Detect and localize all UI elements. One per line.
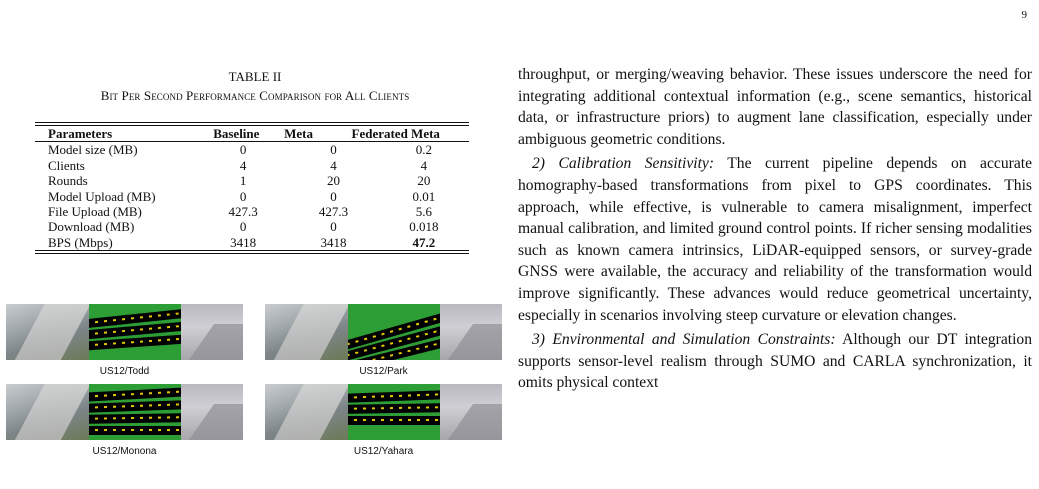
table-cell: Download (MB): [48, 219, 135, 235]
panel-yahara: [265, 384, 502, 440]
simulation-image: [181, 384, 243, 440]
panel-label: US12/Monona: [92, 446, 157, 457]
table-cell: Rounds: [48, 173, 88, 189]
table-row: [35, 142, 469, 157]
table-cell: Model Upload (MB): [48, 188, 156, 204]
table-header-row: [35, 126, 469, 141]
table-cell: 0.2: [415, 142, 432, 158]
panel-park: [265, 304, 502, 360]
table-cell: 20: [417, 173, 431, 189]
table-cell: 427.3: [318, 204, 349, 220]
table-row: [35, 173, 469, 188]
lane-mask-image: [89, 384, 181, 440]
table-cell: 4: [330, 157, 337, 173]
lane-mask-image: [348, 304, 440, 360]
paragraph: throughput, or merging/weaving behavior. These issues underscore the need for integrating additional contextual information (e.g., scene semantics, historical data, or infrastructure priors) to augment lane classification, especially under ambiguous geometric conditions.: [518, 66, 1032, 148]
table-cell: 0: [330, 219, 337, 235]
lane-mask-image: [89, 304, 181, 360]
paragraph: [518, 153, 1032, 326]
right-column: [518, 64, 1032, 397]
table-row: [35, 158, 469, 173]
lane-figure: [6, 304, 506, 474]
camera-image: [6, 384, 89, 440]
panel-label: US12/Yahara: [353, 446, 414, 457]
table-row: [35, 204, 469, 219]
panel-label: US12/Park: [359, 366, 408, 377]
table-cell: 0: [239, 219, 247, 235]
table-row: [35, 189, 469, 204]
table-cell: 1: [239, 173, 247, 189]
table-cell: 20: [326, 173, 340, 189]
table-cell: 4: [420, 157, 428, 173]
table-bottom-rule: [35, 250, 469, 254]
table-cell: 4: [239, 157, 247, 173]
comparison-table: [35, 122, 469, 254]
subsection-heading: 3) Environmental and Simulation Constraints:: [532, 331, 836, 349]
paragraph: [518, 329, 1032, 394]
table-cell: 0: [330, 142, 337, 158]
header-parameters: Parameters: [48, 126, 113, 141]
table-cell: Model size (MB): [48, 142, 138, 158]
table-cell: 0.018: [409, 219, 439, 235]
table-cell: 3418: [320, 234, 347, 250]
lane-mask-image: [348, 384, 440, 440]
table-cell: BPS (Mbps): [48, 234, 113, 250]
camera-image: [265, 304, 348, 360]
table-row: [35, 235, 469, 250]
paragraph-body: Although our DT integration supports sensor-level realism through SUMO and CARLA synchronization, it omits physical context: [518, 331, 1032, 392]
table-cell: Clients: [48, 157, 85, 173]
table-cell: 0: [239, 142, 247, 158]
panel-monona: [6, 384, 243, 440]
simulation-image: [440, 304, 502, 360]
camera-image: [265, 384, 348, 440]
simulation-image: [440, 384, 502, 440]
table-cell: 0: [239, 188, 247, 204]
camera-image: [6, 304, 89, 360]
header-baseline: Baseline: [213, 126, 260, 141]
table-cell: 0.01: [412, 188, 436, 204]
header-meta: Meta: [284, 126, 313, 141]
subsection-heading: 2) Calibration Sensitivity:: [532, 155, 715, 173]
header-federated-meta: Federated Meta: [351, 126, 440, 141]
table-cell: 427.3: [228, 204, 258, 220]
table-title: TABLE II: [228, 69, 282, 84]
table-row: [35, 219, 469, 234]
table-cell: 3418: [230, 234, 257, 250]
table-cell-highlight: 47.2: [412, 234, 436, 250]
left-column: [0, 0, 510, 489]
panel-todd: [6, 304, 243, 360]
simulation-image: [181, 304, 243, 360]
panel-label: US12/Todd: [99, 366, 150, 377]
table-cell: 0: [330, 188, 337, 204]
table-cell: File Upload (MB): [48, 204, 142, 220]
table-caption: Bit Per Second Performance Comparison for All Clients: [100, 88, 410, 103]
table-cell: 5.6: [415, 204, 432, 220]
page-number: 9: [1021, 9, 1027, 21]
paragraph-body: The current pipeline depends on accurate homography-based transformations from pixel to GPS coordinates. This approach, while effective, is vulnerable to camera misalignment, imperfect manual calibration, and limited ground control points. If richer sensing modalities such as known camera intrinsics, LiDAR-equipped sensors, or survey-grade GNSS were available, the accuracy and reliability of the transformation would improve significantly. These advances would reduce geometrical uncertainty, especially in scenarios involving steep curvature or elevation changes.: [518, 155, 1032, 324]
